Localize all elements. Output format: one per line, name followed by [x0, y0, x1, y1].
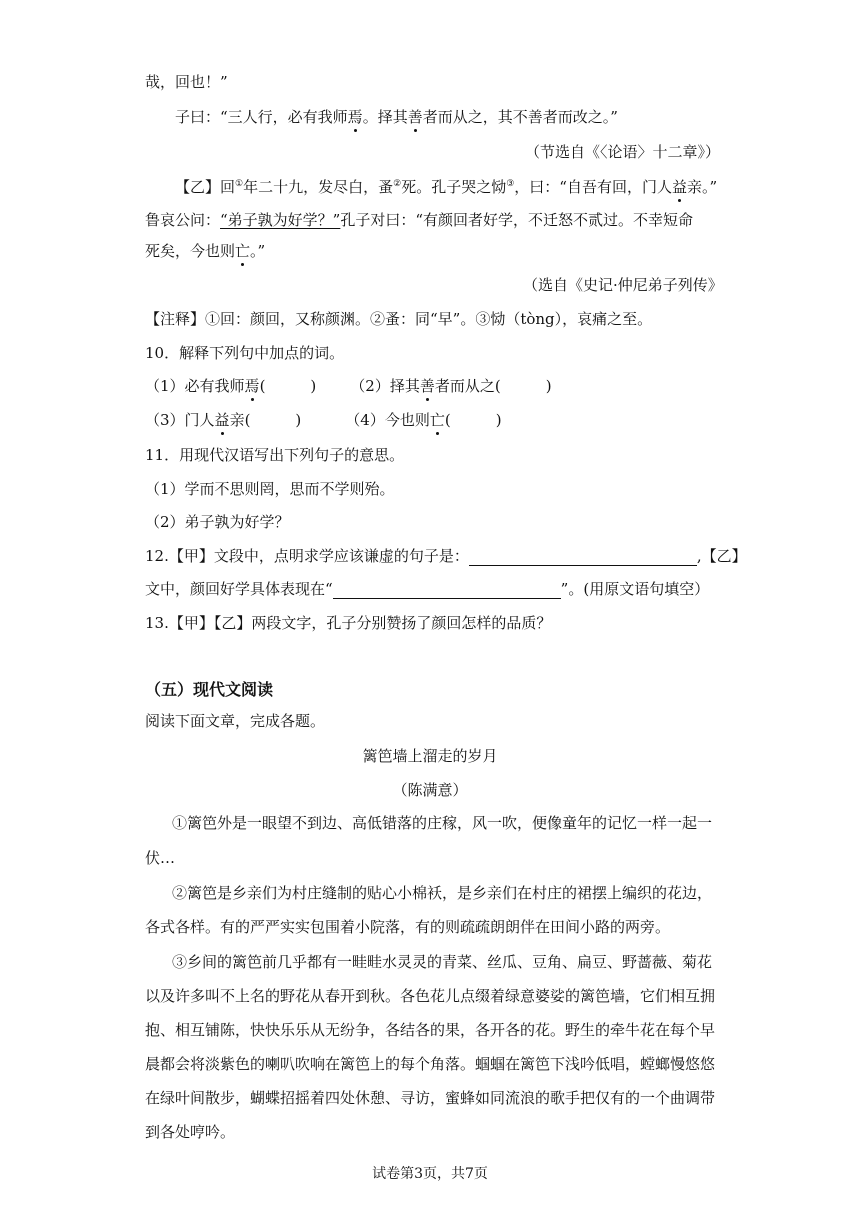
question-13: 13.【甲】【乙】两段文字，孔子分别赞扬了颜回怎样的品质？	[145, 614, 552, 632]
dotted-word: 益	[214, 411, 230, 429]
dotted-word: 焉	[347, 108, 363, 126]
answer-blank[interactable]: 亲( )	[229, 411, 302, 429]
answer-blank[interactable]: 者而从之( )	[434, 377, 552, 395]
paragraph-line: 各式各样。有的严严实实包围着小院落，有的则疏疏朗朗伴在田间小路的两旁。	[145, 918, 671, 936]
answer-blank[interactable]: ( )	[259, 377, 317, 395]
question-11-item: （1）学而不思则罔，思而不学则殆。	[145, 480, 395, 498]
dotted-word: 亡	[235, 242, 251, 260]
fill-blank[interactable]	[333, 582, 561, 599]
passage-a-line	[175, 107, 618, 127]
text: 子曰：“三人行，必有我师	[175, 108, 348, 126]
text: ”。(用原文语句填空）	[560, 580, 710, 598]
paragraph-line: 晨都会将淡紫色的喇叭吹响在篱笆上的每个角落。蝈蝈在篱笆下浅吟低唱，螳螂慢悠悠	[145, 1055, 716, 1073]
text: 【乙】回	[175, 178, 236, 196]
dotted-word: 亡	[429, 411, 445, 429]
question-11-title: 11．用现代汉语写出下列句子的意思。	[145, 446, 405, 464]
paragraph-line: 以及许多叫不上名的野花从春开到秋。各色花儿点缀着绿意婆娑的篱笆墙，它们相互拥	[145, 987, 716, 1005]
paragraph-line: 到各处哼吟。	[145, 1123, 236, 1141]
source-citation: （节选自《〈论语〉十二章》）	[525, 143, 721, 161]
passage-b-line	[175, 177, 717, 197]
footnote-marker: ①	[235, 179, 244, 189]
fill-blank[interactable]	[469, 549, 697, 566]
question-10-title: 10．解释下列句中加点的词。	[145, 344, 345, 362]
text: ，曰：“自吾有回，门人	[514, 178, 672, 196]
article-title: 篱笆墙上溜走的岁月	[362, 747, 498, 765]
question-12-line	[145, 579, 709, 599]
paragraph-line: ③乡间的篱笆前几乎都有一畦畦水灵灵的青菜、丝瓜、豆角、扁豆、野蔷薇、菊花	[172, 953, 713, 971]
underlined-sentence: “弟子孰为好学？”	[220, 211, 341, 229]
text: 。择其	[362, 108, 408, 126]
question-12-line	[145, 546, 747, 566]
text: 年二十九，发尽白，蚤	[243, 178, 394, 196]
passage-b-line	[145, 241, 265, 261]
answer-blank[interactable]: ( )	[444, 411, 502, 429]
dotted-word: 善	[407, 108, 423, 126]
text: 死。孔子哭之恸	[401, 178, 507, 196]
page-footer: 试卷第3页，共7页	[372, 1166, 488, 1182]
text: ,【乙】	[696, 547, 747, 565]
dotted-word: 益	[671, 178, 687, 196]
text: 。”	[250, 242, 266, 260]
text: （1）必有我师	[145, 377, 245, 395]
paragraph-line: 抱、相互铺陈，快快乐乐从无纷争，各结各的果，各开各的花。野生的牵牛花在每个早	[145, 1021, 716, 1039]
text: 文中，颜回好学具体表现在“	[145, 580, 333, 598]
dotted-word: 善	[419, 377, 435, 395]
question-10-row	[145, 376, 552, 396]
text: 亲。”	[686, 178, 718, 196]
annotation-note: 【注释】①回：颜回，又称颜渊。②蚤：同“早”。③恸（tòng），哀痛之至。	[145, 310, 653, 328]
passage-b-line	[145, 210, 693, 230]
text: 12.【甲】文段中，点明求学应该谦虚的句子是：	[145, 547, 469, 565]
text: （2）择其	[350, 377, 420, 395]
paragraph-line: 在绿叶间散步，蝴蝶招摇着四处休憩、寻访，蜜蜂如同流浪的歌手把仅有的一个曲调带	[145, 1089, 716, 1107]
source-citation: （选自《史记·仲尼弟子列传》	[523, 276, 723, 294]
section-instruction: 阅读下面文章，完成各题。	[145, 712, 326, 730]
footnote-marker: ②	[393, 179, 402, 189]
paragraph-line: ①篱笆外是一眼望不到边、高低错落的庄稼，风一吹，便像童年的记忆一样一起一	[172, 814, 713, 832]
text: 鲁哀公问：	[145, 211, 221, 229]
question-10-row	[145, 410, 502, 430]
paragraph-line: ②篱笆是乡亲们为村庄缝制的贴心小棉袄，是乡亲们在村庄的裙摆上编织的花边，	[172, 884, 713, 902]
footnote-marker: ③	[506, 179, 515, 189]
dotted-word: 焉	[244, 377, 260, 395]
question-11-item: （2）弟子孰为好学？	[145, 513, 290, 531]
section-heading: （五）现代文阅读	[145, 680, 274, 699]
paragraph-line: 伏…	[145, 849, 176, 867]
text: （4）今也则	[345, 411, 430, 429]
text: 孔子对曰：“有颜回者好学，不迁怒不贰过。不幸短命	[340, 211, 694, 229]
text: 死矣，今也则	[145, 242, 236, 260]
text: 者而从之，其不善者而改之。”	[422, 108, 618, 126]
passage-a-line: 哉，回也！”	[145, 73, 228, 91]
article-author: （陈满意）	[392, 781, 468, 799]
text: （3）门人	[145, 411, 215, 429]
